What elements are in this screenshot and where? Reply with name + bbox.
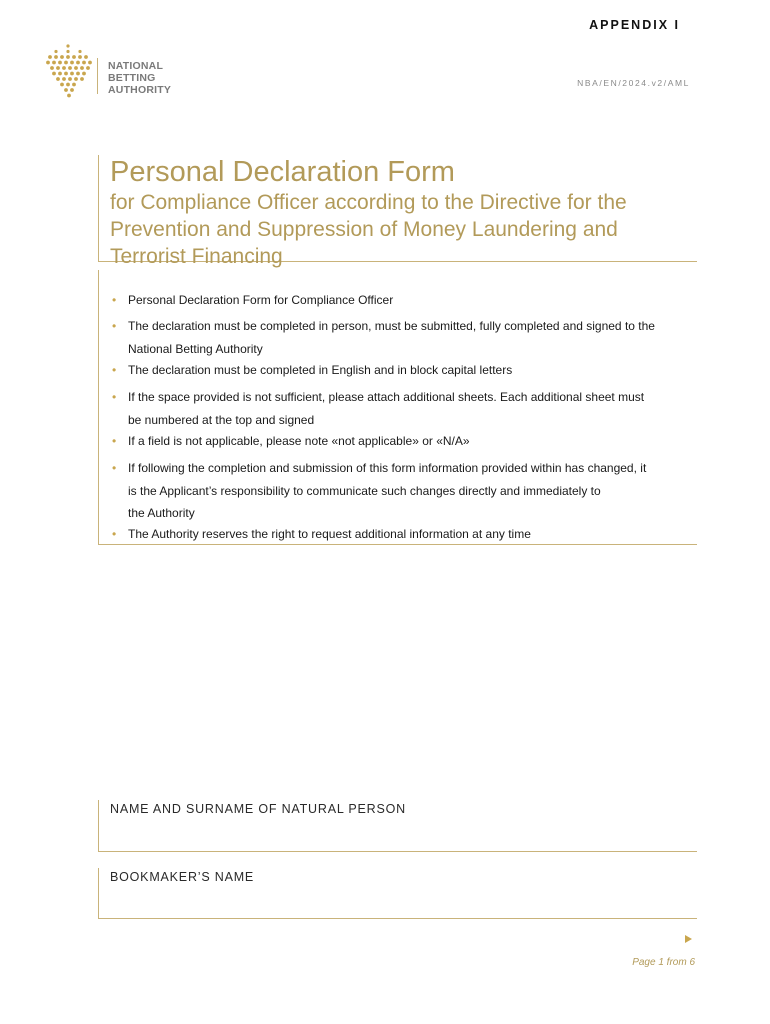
- logo-wordmark: [108, 60, 171, 96]
- crown-dots-icon: [44, 42, 94, 100]
- bookmaker-name-label: BOOKMAKER’S NAME: [110, 870, 255, 884]
- logo-divider: [97, 58, 98, 94]
- logo-line-authority: AUTHORITY: [108, 84, 172, 96]
- instruction-line: National Betting Authority: [128, 341, 263, 356]
- instruction-line: be numbered at the top and signed: [128, 412, 315, 427]
- instruction-line: The declaration must be completed in English and in block capital letters: [128, 363, 513, 377]
- instruction-item: [112, 359, 697, 382]
- bullet-icon: •: [112, 527, 117, 541]
- natural-person-name-field[interactable]: [98, 800, 697, 852]
- instruction-item: [112, 430, 697, 453]
- appendix-label: APPENDIX I: [589, 18, 680, 32]
- nba-logo: [44, 42, 194, 100]
- instruction-line: the Authority: [128, 506, 195, 520]
- bullet-icon: •: [112, 461, 117, 475]
- instruction-line: If the space provided is not sufficient, please attach additional sheets. Each additional sheet must: [128, 390, 645, 404]
- page-number: Page 1 from 6: [632, 957, 695, 968]
- bullet-icon: •: [112, 293, 117, 307]
- instructions-block: [98, 270, 697, 545]
- logo-line-national: NATIONAL: [108, 60, 164, 72]
- instruction-line: The declaration must be completed in person, must be submitted, fully completed and signed to the: [128, 319, 655, 333]
- document-reference: NBA/EN/2024.v2/AML: [577, 78, 690, 88]
- instruction-item: [112, 386, 697, 431]
- bullet-icon: •: [112, 363, 117, 377]
- instruction-line: If following the completion and submission of this form information provided within has changed, it: [128, 461, 647, 475]
- instruction-line: Personal Declaration Form for Compliance Officer: [128, 293, 394, 307]
- bookmaker-name-field[interactable]: [98, 868, 697, 919]
- logo-line-betting: BETTING: [108, 72, 156, 84]
- bullet-icon: •: [112, 434, 117, 448]
- bullet-icon: •: [112, 319, 117, 333]
- instruction-item: [112, 315, 697, 360]
- triangle-right-icon: [685, 935, 692, 943]
- instruction-item: [112, 457, 697, 525]
- instruction-item: [112, 289, 697, 312]
- page-subtitle-line-2: Prevention and Suppression of Money Laundering and: [110, 218, 618, 241]
- instruction-line: is the Applicant’s responsibility to communicate such changes directly and immediately to: [128, 483, 601, 498]
- instruction-item: [112, 523, 697, 546]
- instruction-line: If a field is not applicable, please note «not applicable» or «N/A»: [128, 434, 470, 448]
- page-subtitle-line-1: for Compliance Officer according to the Directive for the: [110, 191, 627, 214]
- instruction-line: The Authority reserves the right to request additional information at any time: [128, 527, 531, 541]
- bullet-icon: •: [112, 390, 117, 404]
- natural-person-name-label: NAME AND SURNAME OF NATURAL PERSON: [110, 802, 406, 816]
- page-subtitle-line-3: Terrorist Financing: [110, 245, 283, 268]
- page-title: Personal Declaration Form: [110, 156, 455, 188]
- title-block: [98, 155, 697, 268]
